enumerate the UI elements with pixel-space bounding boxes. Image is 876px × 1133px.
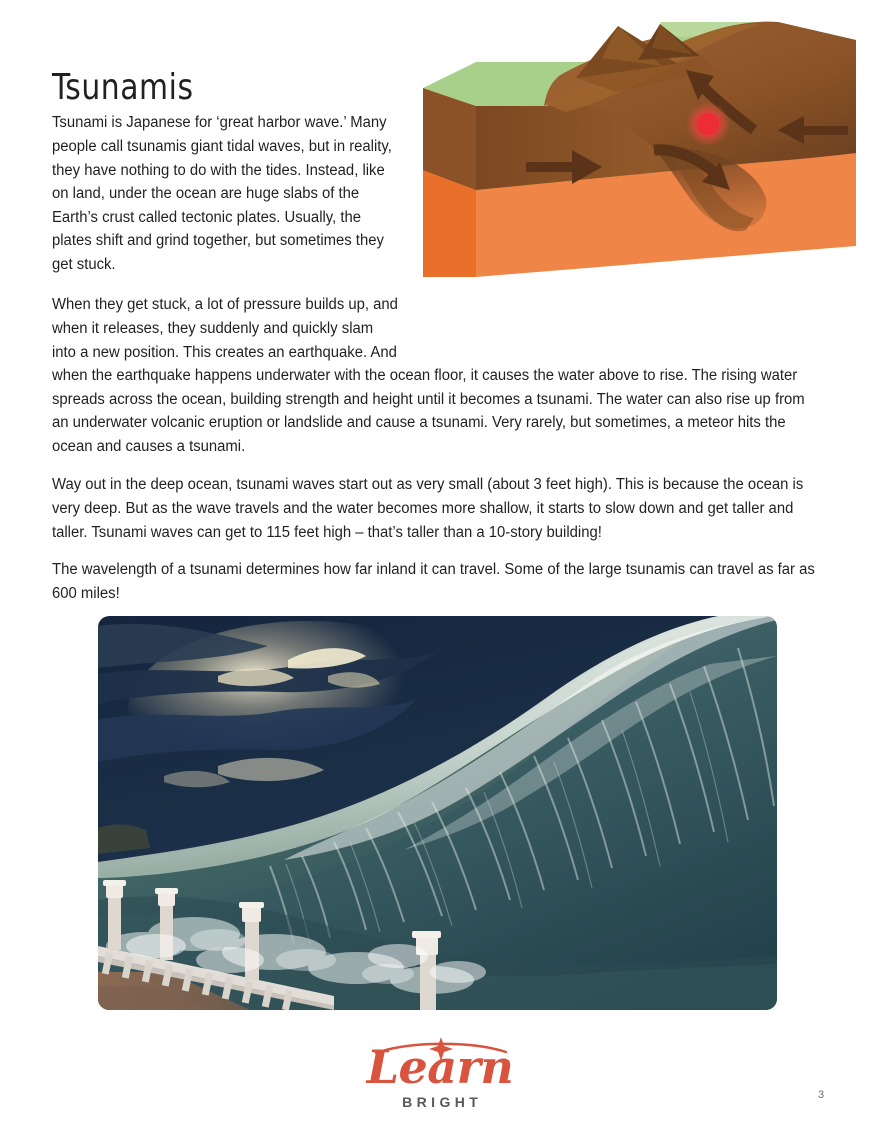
tsunami-photo-svg: [98, 616, 777, 1010]
body-paragraph-2-text: When they get stuck, a lot of pressure builds up, and when it releases, they suddenly and quickly slam into a new position. This creates an earthquake. And when the earthquake happens underwater with the ocean floor, it causes the water above to rise. The rising water spreads across the ocean, building strength and height until it becomes a tsunami. The water can also rise up from an underwater volcanic eruption or landslide and cause a tsunami. Very rarely, but sometimes, a meteor hits the ocean and causes a tsunami.: [52, 296, 805, 455]
body-paragraph-3: Way out in the deep ocean, tsunami waves start out as very small (about 3 feet high). This is because the ocean is very deep. But as the wave travels and the water becomes more shallow, it starts to slow down and get taller and taller. Tsunami waves can get to 115 feet high – that’s taller than a 10-story building!: [52, 476, 804, 541]
logo-subtitle: BRIGHT: [402, 1094, 483, 1110]
page-number: 3: [818, 1089, 825, 1101]
body-paragraph-2: [52, 293, 820, 458]
tsunami-photo: [98, 616, 777, 1010]
body-paragraph-4: The wavelength of a tsunami determines how far inland it can travel. Some of the large tsunamis can travel as far as 600 miles!: [52, 561, 815, 602]
tectonic-plate-diagram-svg: [416, 18, 862, 286]
tectonic-plate-diagram: [416, 18, 862, 286]
diagram-text-wrap-shim: [399, 293, 820, 341]
epicenter-dot: [697, 113, 719, 135]
learn-bright-logo: [366, 1036, 514, 1114]
body-paragraph-1: Tsunami is Japanese for ‘great harbor wave.’ Many people call tsunamis giant tidal waves, but in reality, they have nothing to do with the tides. Instead, like on land, under the ocean are huge slabs of the Earth’s crust called tectonic plates. Usually, the plates shift and grind together, but sometimes they get stuck.: [52, 114, 392, 273]
page-title: Tsunamis: [52, 67, 194, 109]
logo-wordmark: Learn: [366, 1040, 514, 1094]
